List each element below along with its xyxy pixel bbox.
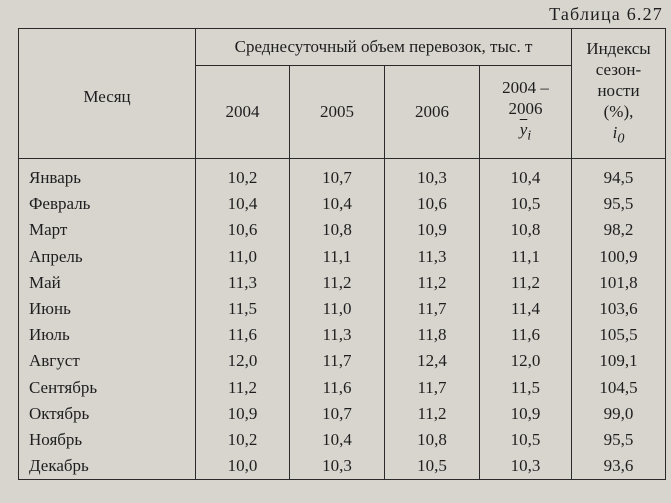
header-index-line2: сезон- bbox=[595, 59, 642, 79]
month-cell: Ноябрь bbox=[19, 427, 196, 453]
header-index-line3: ности bbox=[597, 80, 640, 100]
value-2006-cell: 11,7 bbox=[385, 296, 480, 322]
value-2004-cell: 11,5 bbox=[196, 296, 290, 322]
header-average-symbol: $\overline{y}_i$ bbox=[519, 120, 532, 144]
month-cell: Сентябрь bbox=[19, 375, 196, 401]
average-cell: 10,4 bbox=[480, 159, 572, 192]
index-cell: 99,0 bbox=[572, 401, 666, 427]
month-cell: Октябрь bbox=[19, 401, 196, 427]
index-cell: 101,8 bbox=[572, 270, 666, 296]
table-row bbox=[19, 453, 666, 480]
value-2005-cell: 10,4 bbox=[290, 191, 385, 217]
header-average-line2: 2006 bbox=[508, 99, 543, 119]
month-cell: Июль bbox=[19, 322, 196, 348]
average-cell: 11,2 bbox=[480, 270, 572, 296]
table-row bbox=[19, 159, 666, 192]
month-cell: Декабрь bbox=[19, 453, 196, 480]
month-cell: Август bbox=[19, 348, 196, 374]
average-cell: 10,5 bbox=[480, 427, 572, 453]
value-2004-cell: 10,2 bbox=[196, 159, 290, 192]
value-2005-cell: 10,4 bbox=[290, 427, 385, 453]
header-year-2006: 2006 bbox=[385, 66, 480, 159]
header-year-2004: 2004 bbox=[196, 66, 290, 159]
value-2005-cell: 11,0 bbox=[290, 296, 385, 322]
table-row bbox=[19, 244, 666, 270]
value-2005-cell: 10,8 bbox=[290, 217, 385, 243]
table-row bbox=[19, 296, 666, 322]
value-2005-cell: 11,7 bbox=[290, 348, 385, 374]
table-caption: Таблица 6.27 bbox=[549, 4, 663, 24]
header-index-line4: (%), bbox=[603, 101, 634, 121]
month-cell: Апрель bbox=[19, 244, 196, 270]
table-row bbox=[19, 401, 666, 427]
value-2004-cell: 10,2 bbox=[196, 427, 290, 453]
header-year-2005: 2005 bbox=[290, 66, 385, 159]
average-cell: 10,5 bbox=[480, 191, 572, 217]
month-cell: Май bbox=[19, 270, 196, 296]
value-2006-cell: 11,3 bbox=[385, 244, 480, 270]
table-row bbox=[19, 217, 666, 243]
average-cell: 10,9 bbox=[480, 401, 572, 427]
value-2004-cell: 10,0 bbox=[196, 453, 290, 480]
month-cell: Июнь bbox=[19, 296, 196, 322]
index-cell: 104,5 bbox=[572, 375, 666, 401]
value-2005-cell: 11,6 bbox=[290, 375, 385, 401]
table-row bbox=[19, 322, 666, 348]
average-cell: 10,3 bbox=[480, 453, 572, 480]
value-2006-cell: 11,2 bbox=[385, 401, 480, 427]
index-cell: 98,2 bbox=[572, 217, 666, 243]
month-cell: Март bbox=[19, 217, 196, 243]
value-2004-cell: 10,6 bbox=[196, 217, 290, 243]
index-cell: 103,6 bbox=[572, 296, 666, 322]
value-2006-cell: 12,4 bbox=[385, 348, 480, 374]
index-cell: 94,5 bbox=[572, 159, 666, 192]
value-2006-cell: 11,8 bbox=[385, 322, 480, 348]
value-2004-cell: 11,2 bbox=[196, 375, 290, 401]
seasonality-table bbox=[18, 28, 666, 480]
value-2005-cell: 11,2 bbox=[290, 270, 385, 296]
value-2004-cell: 11,6 bbox=[196, 322, 290, 348]
index-cell: 109,1 bbox=[572, 348, 666, 374]
average-cell: 11,5 bbox=[480, 375, 572, 401]
header-average bbox=[480, 66, 572, 159]
month-cell: Январь bbox=[19, 159, 196, 192]
value-2006-cell: 11,2 bbox=[385, 270, 480, 296]
index-cell: 95,5 bbox=[572, 191, 666, 217]
value-2004-cell: 12,0 bbox=[196, 348, 290, 374]
header-index-symbol: $i_0$ bbox=[612, 122, 625, 147]
value-2006-cell: 10,9 bbox=[385, 217, 480, 243]
header-seasonality-index bbox=[572, 29, 666, 159]
value-2005-cell: 11,3 bbox=[290, 322, 385, 348]
index-cell: 100,9 bbox=[572, 244, 666, 270]
header-month: Месяц bbox=[19, 29, 196, 159]
average-cell: 12,0 bbox=[480, 348, 572, 374]
index-cell: 95,5 bbox=[572, 427, 666, 453]
header-average-line1: 2004 – bbox=[502, 78, 549, 98]
value-2006-cell: 10,5 bbox=[385, 453, 480, 480]
value-2006-cell: 10,3 bbox=[385, 159, 480, 192]
value-2004-cell: 11,3 bbox=[196, 270, 290, 296]
average-cell: 10,8 bbox=[480, 217, 572, 243]
value-2005-cell: 10,7 bbox=[290, 159, 385, 192]
table-row bbox=[19, 375, 666, 401]
table-row bbox=[19, 427, 666, 453]
value-2004-cell: 11,0 bbox=[196, 244, 290, 270]
month-cell: Февраль bbox=[19, 191, 196, 217]
index-cell: 105,5 bbox=[572, 322, 666, 348]
header-volume-group: Среднесуточный объем перевозок, тыс. т bbox=[196, 29, 572, 66]
average-cell: 11,6 bbox=[480, 322, 572, 348]
header-index-line1: Индексы bbox=[586, 38, 651, 58]
value-2006-cell: 10,6 bbox=[385, 191, 480, 217]
value-2005-cell: 10,3 bbox=[290, 453, 385, 480]
index-cell: 93,6 bbox=[572, 453, 666, 480]
value-2005-cell: 10,7 bbox=[290, 401, 385, 427]
value-2004-cell: 10,9 bbox=[196, 401, 290, 427]
value-2006-cell: 11,7 bbox=[385, 375, 480, 401]
value-2006-cell: 10,8 bbox=[385, 427, 480, 453]
average-cell: 11,1 bbox=[480, 244, 572, 270]
table-row bbox=[19, 348, 666, 374]
average-cell: 11,4 bbox=[480, 296, 572, 322]
value-2005-cell: 11,1 bbox=[290, 244, 385, 270]
value-2004-cell: 10,4 bbox=[196, 191, 290, 217]
table-row bbox=[19, 270, 666, 296]
table-row bbox=[19, 191, 666, 217]
